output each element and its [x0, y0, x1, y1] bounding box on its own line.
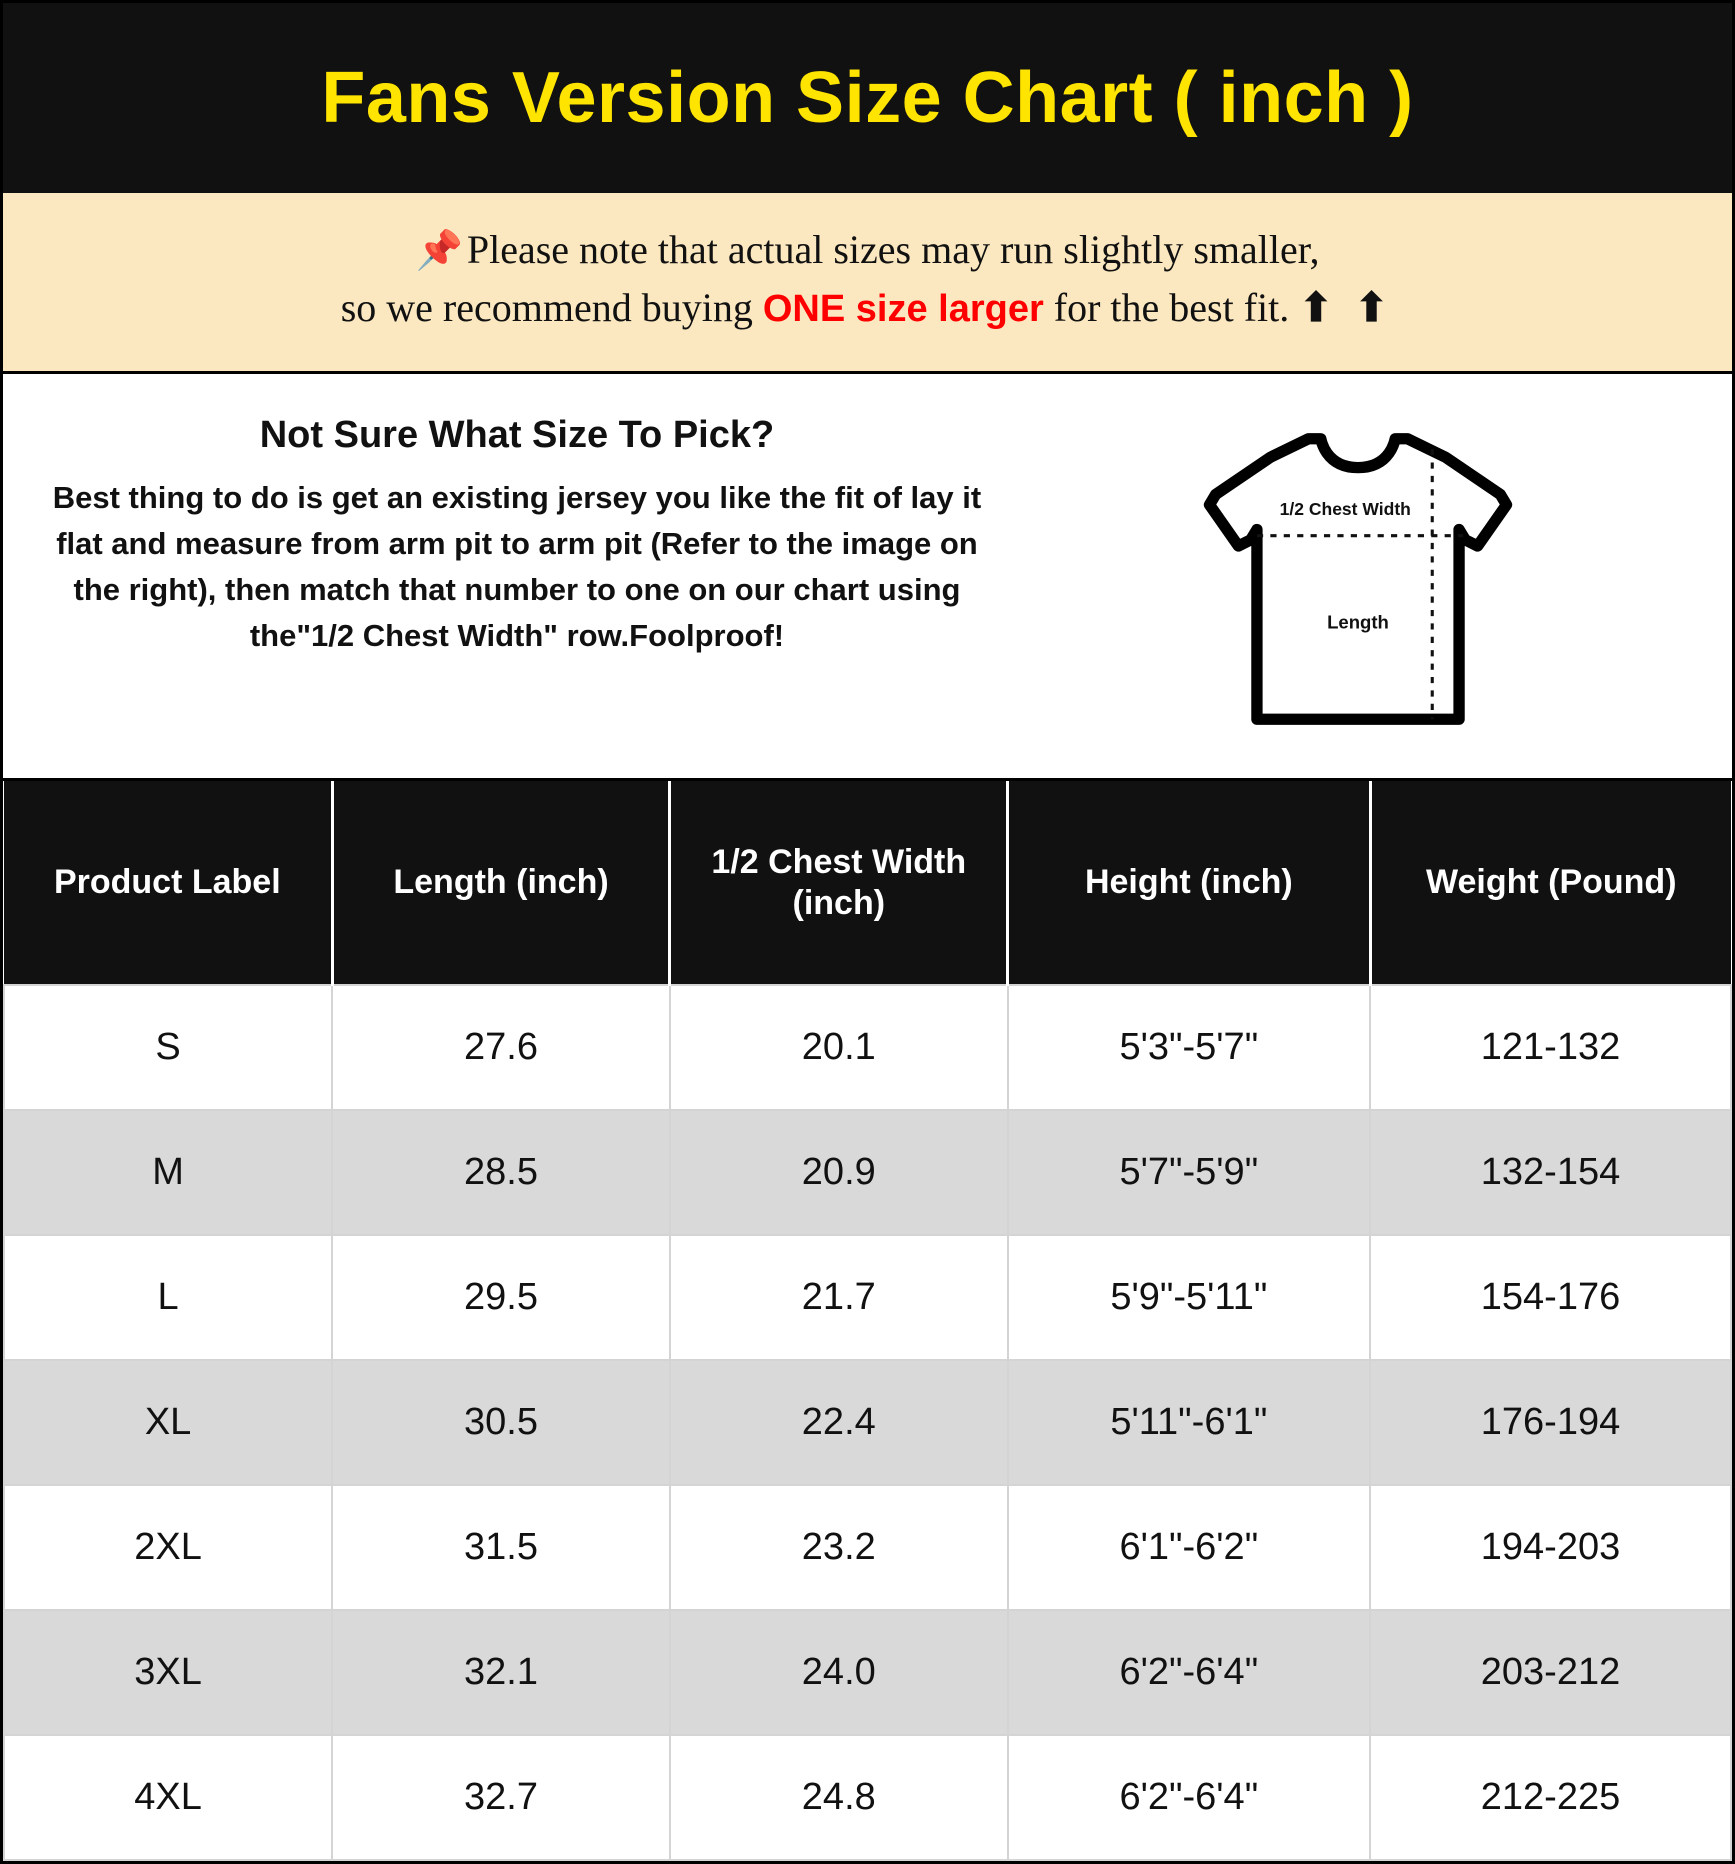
- help-body: Best thing to do is get an existing jersey you like the fit of lay it flat and measure from arm pit to arm pit (Refer to the image on the right), then match that number to one on our chart using the"1/2 Chest Width" row.Foolproof!: [52, 480, 982, 653]
- note-banner: [3, 193, 1732, 374]
- tshirt-icon: [1193, 414, 1523, 744]
- cell-size: 3XL: [4, 1610, 332, 1735]
- up-arrows-icon: ⬆ ⬆: [1299, 285, 1395, 331]
- cell-size: S: [4, 985, 332, 1110]
- note-line-2-prefix: so we recommend buying: [340, 285, 763, 331]
- cell-size: M: [4, 1110, 332, 1235]
- table-row: [4, 1235, 1731, 1360]
- column-header-length: Length (inch): [332, 781, 670, 985]
- note-line-1: [33, 221, 1702, 279]
- cell-weight: 154-176: [1370, 1235, 1731, 1360]
- cell-weight: 212-225: [1370, 1735, 1731, 1860]
- note-line-2-suffix: for the best fit.: [1043, 285, 1300, 331]
- cell-size: 4XL: [4, 1735, 332, 1860]
- table-row: [4, 1360, 1731, 1485]
- cell-size: 2XL: [4, 1485, 332, 1610]
- cell-height: 6'2"-6'4": [1008, 1735, 1370, 1860]
- column-header-product-label: Product Label: [4, 781, 332, 985]
- cell-length: 28.5: [332, 1110, 670, 1235]
- page-title: Fans Version Size Chart ( inch ): [321, 58, 1414, 138]
- note-emphasis: ONE size larger: [762, 288, 1044, 331]
- cell-height: 6'2"-6'4": [1008, 1610, 1370, 1735]
- help-text-block: [21, 414, 1003, 659]
- shirt-diagram: [1003, 414, 1714, 744]
- cell-length: 30.5: [332, 1360, 670, 1485]
- cell-length: 31.5: [332, 1485, 670, 1610]
- cell-chest-width: 20.9: [670, 1110, 1008, 1235]
- cell-height: 5'7"-5'9": [1008, 1110, 1370, 1235]
- column-header-weight: Weight (Pound): [1370, 781, 1731, 985]
- cell-chest-width: 24.8: [670, 1735, 1008, 1860]
- cell-length: 32.1: [332, 1610, 670, 1735]
- cell-chest-width: 23.2: [670, 1485, 1008, 1610]
- help-heading: Not Sure What Size To Pick?: [259, 414, 775, 457]
- cell-size: XL: [4, 1360, 332, 1485]
- size-table: [3, 781, 1732, 1861]
- note-line-1-text: Please note that actual sizes may run slightly smaller,: [466, 227, 1320, 272]
- cell-size: L: [4, 1235, 332, 1360]
- cell-height: 6'1"-6'2": [1008, 1485, 1370, 1610]
- cell-height: 5'9"-5'11": [1008, 1235, 1370, 1360]
- cell-height: 5'3"-5'7": [1008, 985, 1370, 1110]
- size-table-wrap: [3, 778, 1732, 1861]
- note-line-2: [33, 279, 1702, 337]
- table-row: [4, 1485, 1731, 1610]
- table-row: [4, 985, 1731, 1110]
- cell-chest-width: 21.7: [670, 1235, 1008, 1360]
- help-section: [3, 374, 1732, 778]
- cell-height: 5'11"-6'1": [1008, 1360, 1370, 1485]
- table-header-row: [4, 781, 1731, 985]
- pushpin-icon: 📌: [415, 230, 463, 272]
- cell-weight: 203-212: [1370, 1610, 1731, 1735]
- cell-weight: 176-194: [1370, 1360, 1731, 1485]
- column-header-height: Height (inch): [1008, 781, 1370, 985]
- title-bar: [3, 3, 1732, 193]
- table-row: [4, 1110, 1731, 1235]
- cell-chest-width: 24.0: [670, 1610, 1008, 1735]
- cell-length: 32.7: [332, 1735, 670, 1860]
- cell-weight: 121-132: [1370, 985, 1731, 1110]
- length-label: Length: [1327, 611, 1390, 633]
- cell-weight: 132-154: [1370, 1110, 1731, 1235]
- column-header-chest-width: 1/2 Chest Width (inch): [670, 781, 1008, 985]
- cell-chest-width: 20.1: [670, 985, 1008, 1110]
- cell-length: 29.5: [332, 1235, 670, 1360]
- cell-weight: 194-203: [1370, 1485, 1731, 1610]
- cell-length: 27.6: [332, 985, 670, 1110]
- chest-width-label: 1/2 Chest Width: [1280, 499, 1412, 520]
- cell-chest-width: 22.4: [670, 1360, 1008, 1485]
- table-row: [4, 1735, 1731, 1860]
- table-row: [4, 1610, 1731, 1735]
